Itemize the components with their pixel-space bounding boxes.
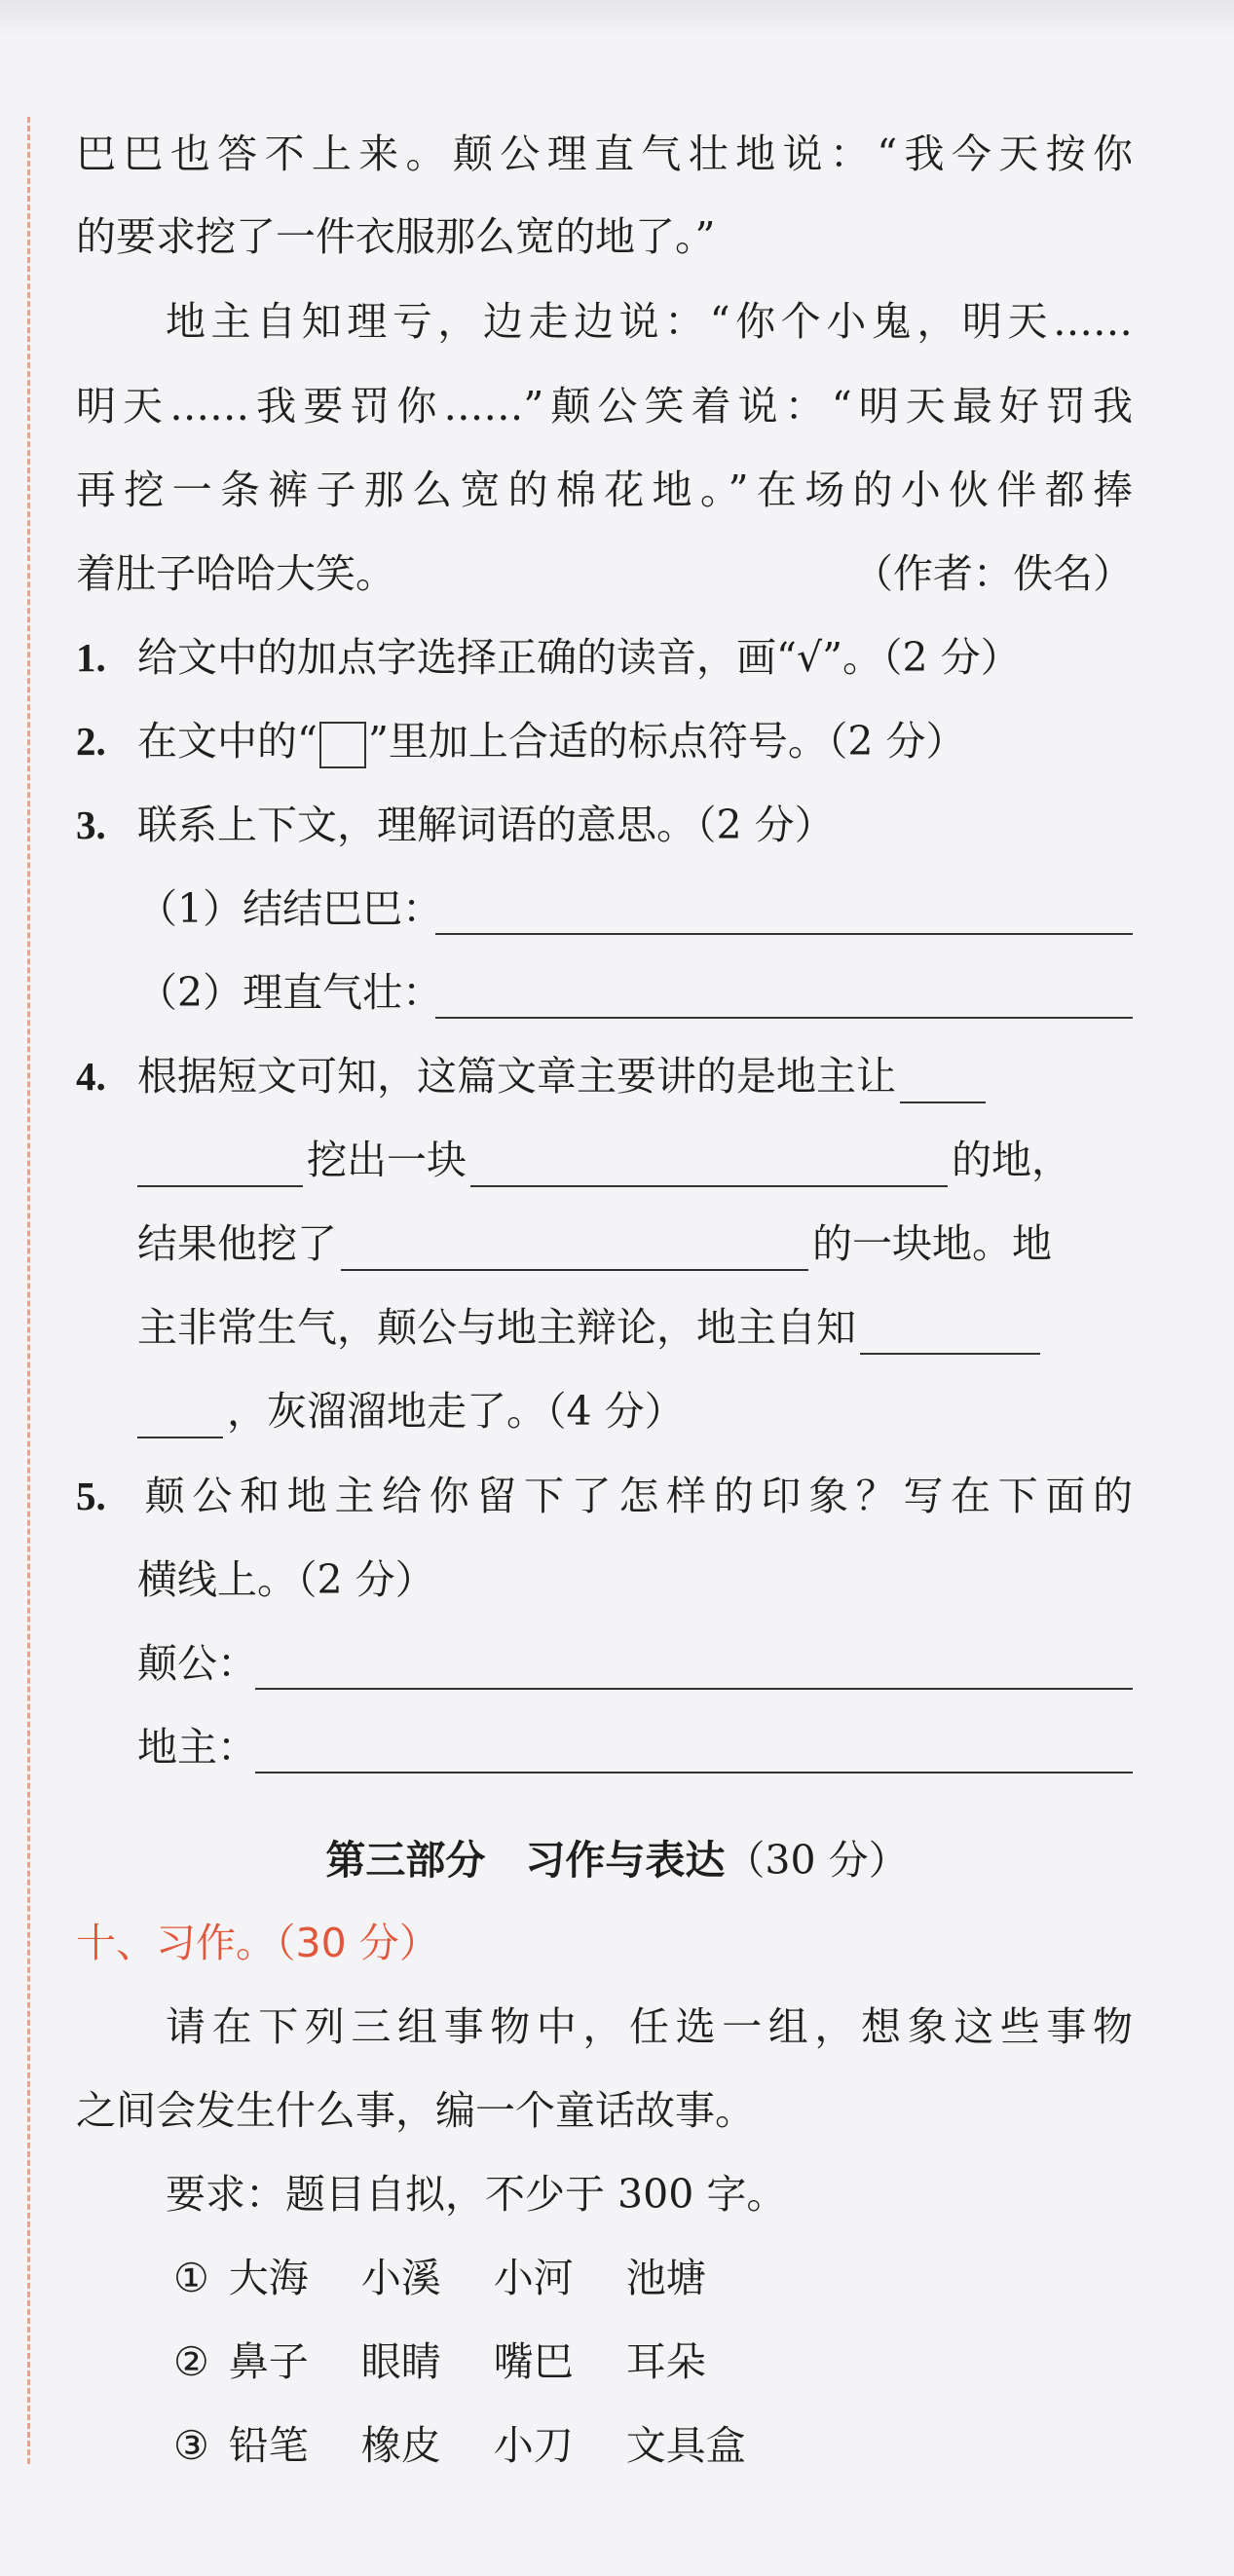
question-2-text-b: ”里加上合适的标点符号。（2 分） <box>367 718 966 765</box>
option-group-2 <box>173 2334 759 2389</box>
punctuation-box <box>319 722 366 768</box>
part-3-title: 第三部分 习作与表达 <box>325 1837 726 1884</box>
margin-dashed-line <box>27 117 30 2464</box>
question-3-sub-2: （2）理直气壮： <box>137 969 443 1016</box>
part-3-heading <box>0 1833 1234 1887</box>
option-group-1-number: ① <box>173 2255 209 2301</box>
question-1 <box>76 630 1133 685</box>
question-4-line-3 <box>137 1216 1133 1271</box>
question-4-text-2a: 挖出一块 <box>307 1137 467 1183</box>
option-item: 眼睛 <box>360 2338 441 2385</box>
question-4-line-4 <box>137 1300 1133 1355</box>
question-5-sub-2: 地主： <box>137 1724 257 1771</box>
option-item: 橡皮 <box>360 2422 441 2469</box>
composition-heading: 十、习作。（30 分） <box>76 1920 439 1966</box>
passage-line-6-text: 着肚子哈哈大笑。 <box>76 550 395 597</box>
answer-blank-4-1[interactable] <box>900 1061 986 1103</box>
question-4-number: 4. <box>76 1054 106 1099</box>
passage-author: （作者：佚名） <box>853 550 1133 597</box>
question-2-number: 2. <box>76 719 106 764</box>
answer-blank-4-4[interactable] <box>860 1312 1040 1355</box>
question-3-number: 3. <box>76 803 106 847</box>
question-4-text-2b: 的地， <box>952 1137 1071 1183</box>
option-item: 耳朵 <box>625 2338 706 2385</box>
part-3-score: （30 分） <box>725 1837 909 1884</box>
question-4-text-1: 根据短文可知，这篇文章主要讲的是地主让 <box>137 1053 896 1100</box>
question-4-line-1 <box>76 1049 1133 1103</box>
answer-blank-4-3[interactable] <box>341 1228 808 1271</box>
question-4-text-5: ，灰溜溜地走了。（4 分） <box>227 1388 685 1435</box>
question-4-text-3b: 的一块地。地 <box>812 1220 1052 1267</box>
answer-blank-4-4b[interactable] <box>137 1396 223 1438</box>
option-item: 鼻子 <box>228 2338 309 2385</box>
question-4-line-5 <box>137 1384 1133 1438</box>
option-item: 小溪 <box>360 2255 441 2301</box>
option-group-1 <box>173 2251 759 2305</box>
option-item: 铅笔 <box>228 2422 309 2469</box>
passage-line-6 <box>76 546 1133 601</box>
question-5-line-2: 横线上。（2 分） <box>137 1556 435 1603</box>
passage-line-2: 的要求挖了一件衣服那么宽的地了。” <box>76 213 716 260</box>
composition-prompt-1: 请在下列三组事物中，任选一组，想象这些事物 <box>166 2003 1133 2050</box>
answer-line-5-1[interactable] <box>255 1688 1133 1690</box>
question-5-line-1 <box>76 1469 1133 1523</box>
passage-line-3: 地主自知理亏，边走边说：“你个小鬼，明天…… <box>166 298 1133 345</box>
answer-line-3-2[interactable] <box>435 1017 1133 1019</box>
option-item: 大海 <box>228 2255 309 2301</box>
passage-line-1: 巴巴也答不上来。颠公理直气壮地说：“我今天按你 <box>76 131 1133 177</box>
question-3-sub-1: （1）结结巴巴： <box>137 885 443 932</box>
answer-blank-4-2[interactable] <box>470 1144 948 1187</box>
question-5-number: 5. <box>76 1474 106 1518</box>
answer-blank-4-1b[interactable] <box>137 1144 303 1187</box>
passage-line-5: 再挖一条裤子那么宽的棉花地。”在场的小伙伴都捧 <box>76 467 1133 513</box>
option-item: 嘴巴 <box>493 2338 574 2385</box>
option-item: 小刀 <box>493 2422 574 2469</box>
passage-line-4: 明天……我要罚你……”颠公笑着说：“明天最好罚我 <box>76 383 1133 429</box>
question-2-text-a: 在文中的“ <box>137 718 318 765</box>
option-item: 小河 <box>493 2255 574 2301</box>
composition-requirement: 要求：题目自拟，不少于 300 字。 <box>166 2171 787 2218</box>
option-group-2-number: ② <box>173 2338 209 2385</box>
question-5-sub-1: 颠公： <box>137 1640 257 1687</box>
option-item: 池塘 <box>625 2255 706 2301</box>
option-item: 文具盒 <box>625 2422 746 2469</box>
option-group-3-number: ③ <box>173 2422 209 2469</box>
question-4-line-2 <box>137 1133 1133 1187</box>
answer-line-3-1[interactable] <box>435 933 1133 935</box>
question-5-text-1: 颠公和地主给你留下了怎样的印象？写在下面的 <box>137 1473 1133 1519</box>
page-top-shadow <box>0 0 1234 39</box>
question-4-text-4: 主非常生气，颠公与地主辩论，地主自知 <box>137 1304 856 1351</box>
question-4-text-3a: 结果他挖了 <box>137 1220 337 1267</box>
option-group-3 <box>173 2418 799 2473</box>
question-1-text: 给文中的加点字选择正确的读音，画“√”。（2 分） <box>137 634 1021 681</box>
question-1-number: 1. <box>76 635 106 680</box>
question-3 <box>76 798 1133 852</box>
composition-prompt-2: 之间会发生什么事，编一个童话故事。 <box>76 2087 755 2134</box>
answer-line-5-2[interactable] <box>255 1772 1133 1773</box>
question-2 <box>76 714 1133 768</box>
question-3-text: 联系上下文，理解词语的意思。（2 分） <box>137 802 835 848</box>
